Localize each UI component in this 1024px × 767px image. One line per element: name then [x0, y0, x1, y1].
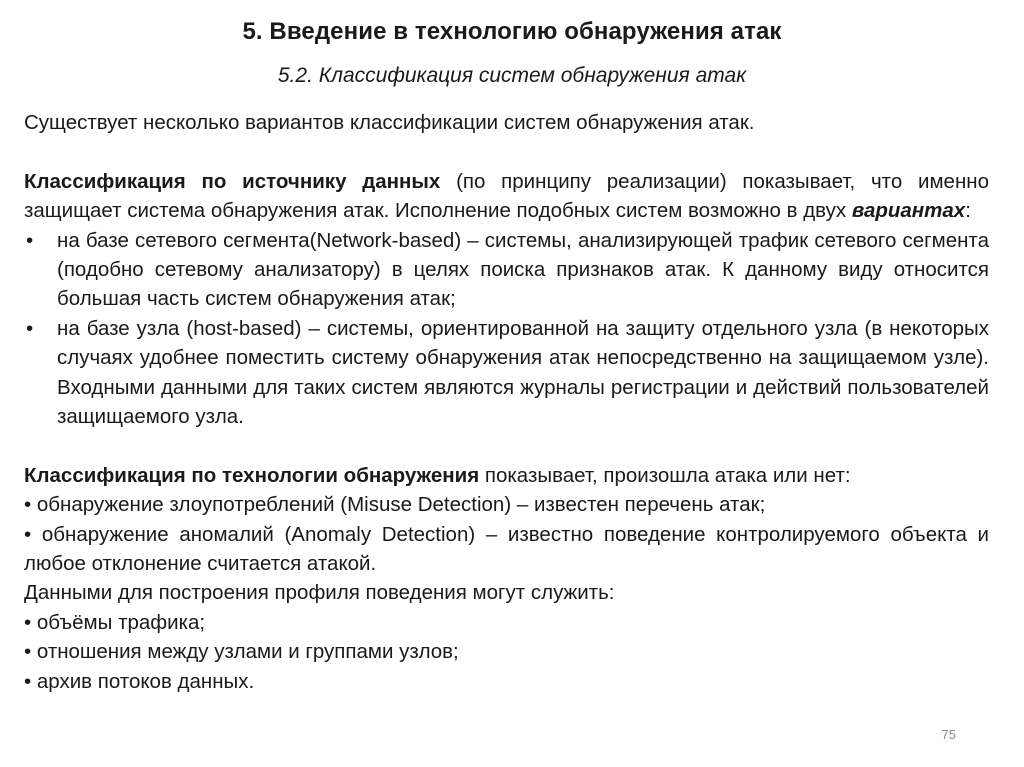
bullet-icon: •	[26, 228, 34, 252]
list-item-flow-archive: • архив потоков данных.	[24, 669, 255, 693]
list-item-text: на базе узла (host-based) – системы, ориентированной на защиту отдельного узла (в некоторых случаях удобнее поместить систему обнаружения атак непосредственно на защищаемом узле). Входными данными для таких систем являются журналы регистрации и действий пользователей защищаемого узла.	[57, 316, 989, 429]
source-classification-text-2: :	[965, 199, 971, 223]
spacer	[24, 137, 989, 166]
source-classification-text-1: (по принципу реализации) показывает, что именно защищает система обнаружения атак. Исполнение подобных систем возможно в двух	[24, 169, 989, 223]
profile-intro: Данными для построения профиля поведения могут служить:	[24, 581, 615, 605]
slide-content	[24, 108, 989, 696]
list-item-anomaly-detection: • обнаружение аномалий (Anomaly Detection) – известно поведение контролируемого объекта и любое отклонение считается атакой.	[24, 522, 989, 576]
technology-classification-paragraph	[24, 461, 989, 490]
list-item-network-based	[24, 226, 989, 314]
slide-title: 5. Введение в технологию обнаружения атак	[242, 18, 782, 45]
list-item-misuse-detection: • обнаружение злоупотреблений (Misuse Detection) – известен перечень атак;	[24, 493, 766, 517]
variants-word: вариантах	[851, 199, 966, 223]
source-classification-label: Классификация по источнику данных	[24, 169, 441, 193]
bullet-icon: •	[26, 316, 34, 340]
list-item-text: на базе сетевого сегмента(Network-based) – системы, анализирующей трафик сетевого сегмента (подобно сетевому анализатору) в целях поиска признаков атак. К данному виду относится большая часть систем обнаружения атак;	[57, 228, 989, 311]
technology-classification-label: Классификация по технологии обнаружения	[24, 463, 480, 487]
intro-paragraph: Существует несколько вариантов классификации систем обнаружения атак.	[24, 111, 755, 134]
list-item-host-based	[24, 314, 989, 432]
slide-subtitle: 5.2. Классификация систем обнаружения атак	[277, 64, 747, 87]
source-classification-list	[24, 226, 989, 432]
technology-classification-text: показывает, произошла атака или нет:	[479, 463, 851, 487]
page-number: 75	[941, 727, 956, 742]
list-item-traffic-volume: • объёмы трафика;	[24, 610, 206, 634]
source-classification-paragraph	[24, 167, 989, 226]
spacer	[24, 431, 989, 460]
list-item-node-relations: • отношения между узлами и группами узлов;	[24, 640, 459, 664]
